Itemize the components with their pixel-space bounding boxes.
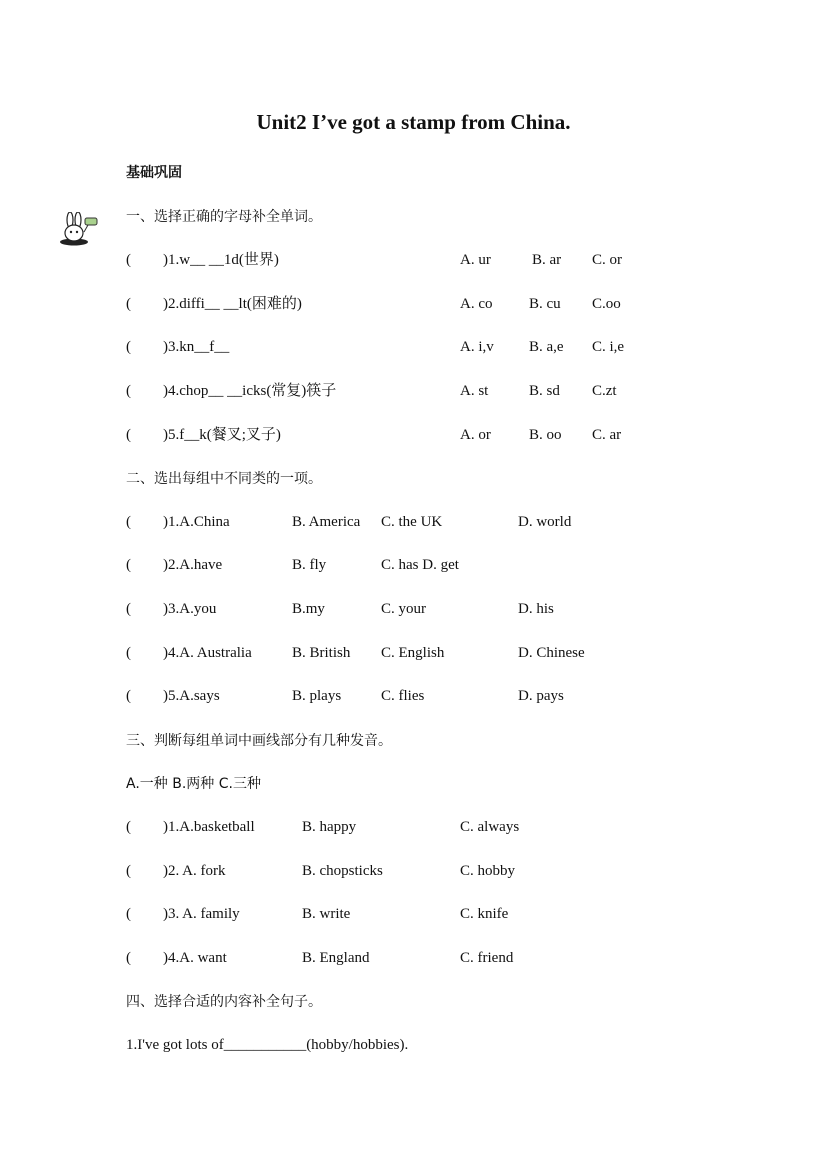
paren: ( <box>126 688 131 704</box>
paren: ( <box>126 557 131 573</box>
paren: ( <box>126 819 131 835</box>
option-d: D. his <box>518 601 554 617</box>
option-b: B. ar <box>532 252 562 268</box>
paren: ( <box>126 427 131 443</box>
question-stem: )5.f__k(餐叉;叉子) <box>163 427 281 443</box>
option-c: C. your <box>381 601 426 617</box>
question-stem: )5.A.says <box>163 688 220 704</box>
option-c: C. always <box>460 819 520 835</box>
option-b: B. England <box>302 950 370 966</box>
question-stem: )2.diffi__ __lt(困难的) <box>163 296 302 312</box>
option-c: C. knife <box>460 906 509 922</box>
section-3-subtitle: A.一种 B.两种 C.三种 <box>126 776 261 792</box>
section-2-title: 二、选出每组中不同类的一项。 <box>126 471 322 487</box>
option-d: D. world <box>518 514 572 530</box>
option-c: C. English <box>381 645 445 661</box>
paren: ( <box>126 601 131 617</box>
section-4-title: 四、选择合适的内容补全句子。 <box>126 994 322 1010</box>
option-b: B. British <box>292 645 351 661</box>
paren: ( <box>126 383 131 399</box>
option-c: C. friend <box>460 950 514 966</box>
option-a: A. or <box>460 427 491 443</box>
option-c: C.oo <box>592 296 621 312</box>
paren: ( <box>126 863 131 879</box>
paren: ( <box>126 339 131 355</box>
paren: ( <box>126 645 131 661</box>
option-a: A. co <box>460 296 493 312</box>
section-heading: 基础巩固 <box>126 165 182 181</box>
option-c: C. hobby <box>460 863 516 879</box>
option-c: C. or <box>592 252 622 268</box>
paren: ( <box>126 950 131 966</box>
option-b: B. oo <box>529 427 562 443</box>
page-title: Unit2 I’ve got a stamp from China. <box>256 110 571 134</box>
question-stem: )2. A. fork <box>163 863 226 879</box>
option-b: B. America <box>292 514 361 530</box>
question-stem: )3.A.you <box>163 601 217 617</box>
option-d: D. pays <box>518 688 564 704</box>
option-c: C. ar <box>592 427 622 443</box>
option-a: A. st <box>460 383 489 399</box>
paren: ( <box>126 514 131 530</box>
bunny-icon <box>58 212 100 246</box>
option-c: C. the UK <box>381 514 443 530</box>
paren: ( <box>126 252 131 268</box>
question-stem: )1.w__ __1d(世界) <box>163 252 279 268</box>
question-stem: )2.A.have <box>163 557 223 573</box>
option-c: C.zt <box>592 383 617 399</box>
option-b: B. chopsticks <box>302 863 383 879</box>
paren: ( <box>126 906 131 922</box>
option-a: A. i,v <box>460 339 494 355</box>
option-c: C. i,e <box>592 339 625 355</box>
section-3-title: 三、判断每组单词中画线部分有几种发音。 <box>126 733 392 749</box>
option-b: B. plays <box>292 688 342 704</box>
option-b: B. fly <box>292 557 327 573</box>
question-stem: )4.A. want <box>163 950 227 966</box>
option-c-d: C. has D. get <box>381 557 459 573</box>
sentence: 1.I've got lots of___________(hobby/hobbies). <box>126 1037 409 1053</box>
option-b: B. a,e <box>529 339 564 355</box>
option-b: B. write <box>302 906 351 922</box>
question-stem: )4.chop__ __icks(常复)筷子 <box>163 383 337 399</box>
option-b: B. cu <box>529 296 561 312</box>
option-b: B. happy <box>302 819 357 835</box>
question-stem: )3. A. family <box>163 906 240 922</box>
option-b: B.my <box>292 601 325 617</box>
option-a: A. ur <box>460 252 491 268</box>
paren: ( <box>126 296 131 312</box>
question-stem: )4.A. Australia <box>163 645 252 661</box>
question-stem: )3.kn__f__ <box>163 339 230 355</box>
section-1-title: 一、选择正确的字母补全单词。 <box>126 209 322 225</box>
option-b: B. sd <box>529 383 560 399</box>
question-stem: )1.A.China <box>163 514 230 530</box>
option-d: D. Chinese <box>518 645 585 661</box>
question-stem: )1.A.basketball <box>163 819 255 835</box>
option-c: C. flies <box>381 688 425 704</box>
